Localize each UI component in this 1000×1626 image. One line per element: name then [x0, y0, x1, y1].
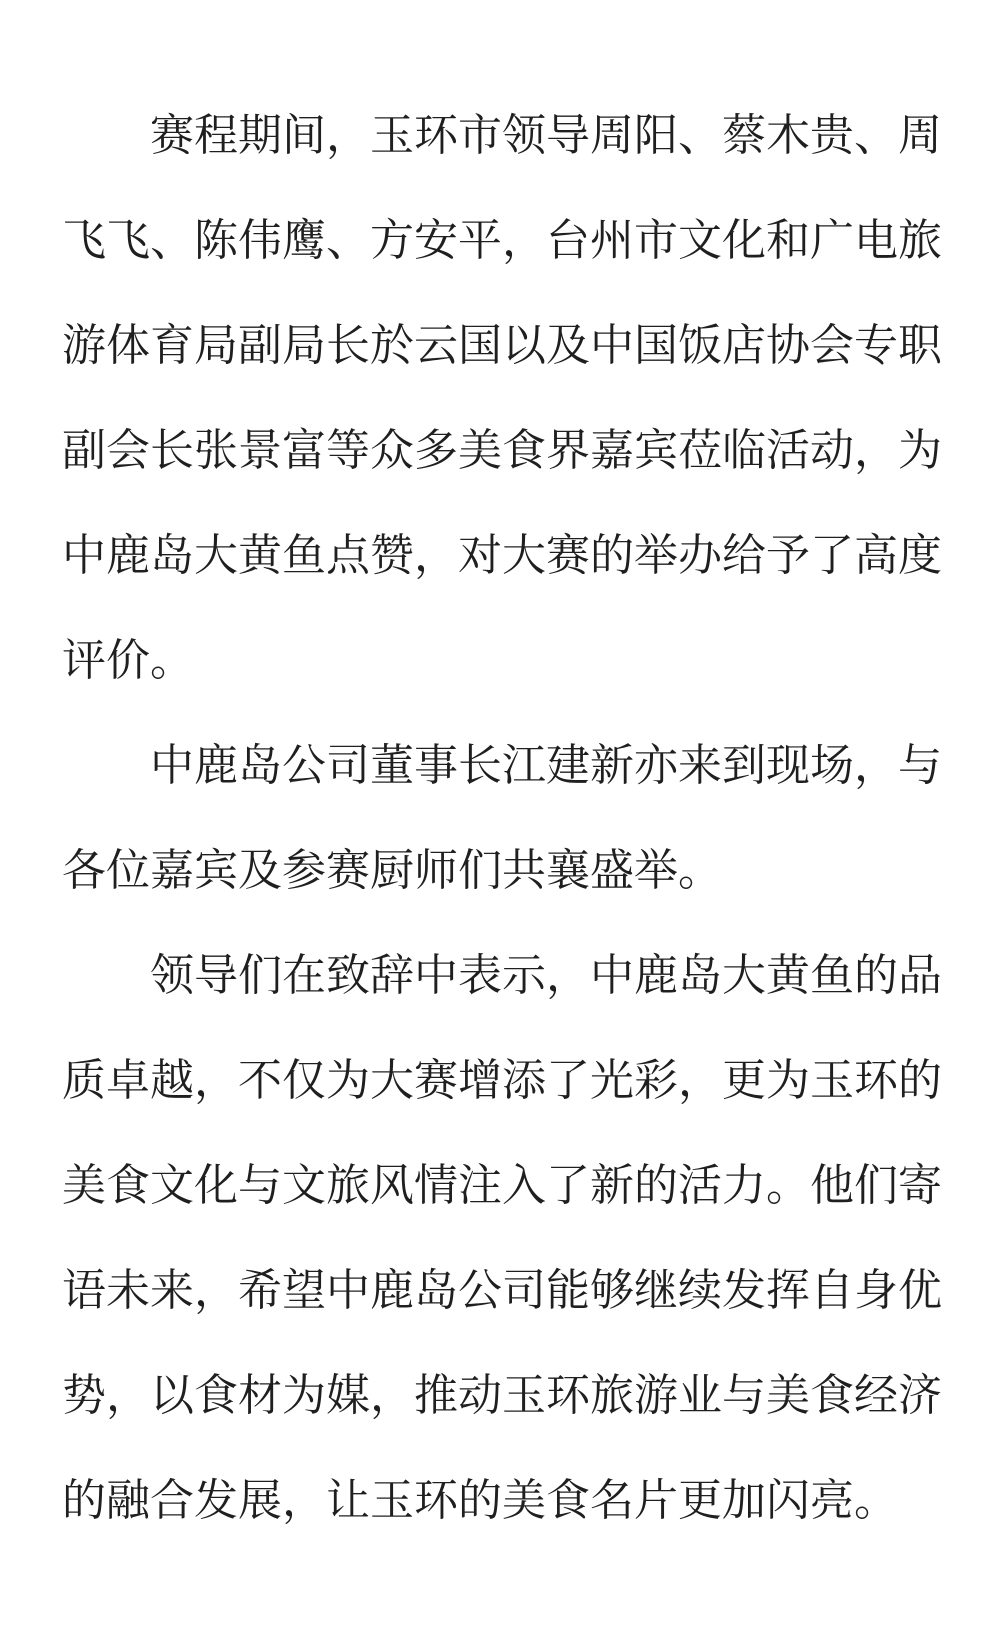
paragraph-line: 中鹿岛大黄鱼点赞，对大赛的举办给予了高度: [62, 530, 942, 581]
paragraph-line: 的融合发展，让玉环的美食名片更加闪亮。: [62, 1475, 898, 1526]
paragraph-line: 副会长张景富等众多美食界嘉宾莅临活动，为: [62, 425, 942, 476]
paragraph-line: 游体育局副局长於云国以及中国饭店协会专职: [62, 320, 942, 371]
paragraph-line: 领导们在致辞中表示，中鹿岛大黄鱼的品: [150, 950, 942, 1001]
paragraph-line: 美食文化与文旅风情注入了新的活力。他们寄: [62, 1160, 942, 1211]
paragraph-chairman: [62, 713, 942, 923]
article-body: [62, 83, 942, 1553]
paragraph-guests: [62, 83, 942, 713]
paragraph-line: 评价。: [62, 635, 194, 686]
paragraph-line: 赛程期间，玉环市领导周阳、蔡木贵、周: [150, 110, 942, 161]
paragraph-line: 各位嘉宾及参赛厨师们共襄盛举。: [62, 845, 722, 896]
paragraph-line: 飞飞、陈伟鹰、方安平，台州市文化和广电旅: [62, 215, 942, 266]
paragraph-speech: [62, 923, 942, 1553]
paragraph-line: 中鹿岛公司董事长江建新亦来到现场，与: [150, 740, 942, 791]
paragraph-line: 语未来，希望中鹿岛公司能够继续发挥自身优: [62, 1265, 942, 1316]
paragraph-line: 势，以食材为媒，推动玉环旅游业与美食经济: [62, 1370, 942, 1421]
paragraph-line: 质卓越，不仅为大赛增添了光彩，更为玉环的: [62, 1055, 942, 1106]
